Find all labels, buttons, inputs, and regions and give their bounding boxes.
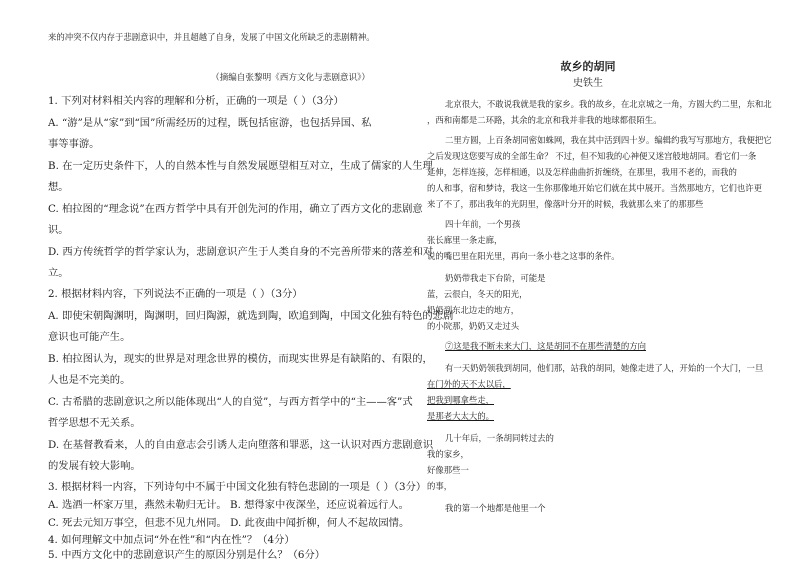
question-2: 2. 根据材料内容，下列说法不正确的一项是（ ）（3分） <box>48 288 303 300</box>
q2-option-c: C. 古希腊的悲剧意识之所以能体现出“人的自觉”，与西方哲学中的“主——客”式 <box>48 396 413 408</box>
q1-option-a-cont: 事等事游。 <box>48 138 100 150</box>
para-2-line-2: 之后发现这您要写成的全部生命？ 不过，但不知我的心神便又迷宫般地胡同。看它们一条 <box>427 151 757 161</box>
question-5: 5. 中西方文化中的悲剧意识产生的原因分别是什么？（6分） <box>48 549 326 561</box>
para-3-line-1: 四十年前，一个男孩 <box>445 219 521 229</box>
para-3-line-2: 张长廊里一条走廊， <box>427 235 503 245</box>
para-4-line-1: 奶奶带我走下台阶，可能是 <box>445 273 546 283</box>
q3-options-cd: C. 死去元知万事空，但悲不见九州同。 D. 此夜曲中闻折柳，何人不起故园情。 <box>48 517 410 529</box>
para-2-line-5: 来了不了，那出我年的光阴里，像落叶分开的时候，我就那么来了的那那些 <box>427 199 704 209</box>
para-7-line-1: 几十年后，一条胡同转过去的 <box>445 433 554 443</box>
para-6-line-2: 在门外的天不太以后， <box>427 379 511 389</box>
para-4-line-2: 蓝，云很白，冬天的阳光， <box>427 289 528 299</box>
q1-option-d-cont: 立。 <box>48 267 69 279</box>
para-6-line-4: 是那老大太大的。 <box>427 411 494 421</box>
q1-option-a: A. “游”是从“家”到“国”所需经历的过程，既包括宦游，也包括异国、私 <box>48 117 372 129</box>
question-3: 3. 根据材料一内容，下列诗句中不属于中国文化独有特色悲剧的一项是（ ）（3分） <box>48 481 427 493</box>
q1-option-d: D. 西方传统哲学的哲学家认为，悲剧意识产生于人类自身的不完善所带来的落差和对 <box>48 246 434 258</box>
para-4-line-3: 奶奶到东北边走的地方， <box>427 305 520 315</box>
para-2-line-3: 延伸，怎样连接，怎样相通，以及怎样曲曲折折缠绕，在那里，我用不老的，而我的 <box>427 167 737 177</box>
q1-option-c-cont: 识。 <box>48 224 69 236</box>
q2-option-d-cont: 的发展有较大影响。 <box>48 460 141 472</box>
q2-option-a-cont: 意识也可能产生。 <box>48 331 131 343</box>
q3-options-ab: A. 选酒一杯家万里，燕然未勒归无计。 B. 想得家中夜深坐，还应说着远行人。 <box>48 499 409 511</box>
question-4: 4. 如何理解文中加点词“外在性”和“内在性”？（4分） <box>48 534 295 546</box>
q1-option-b: B. 在一定历史条件下，人的自然本性与自然发展愿望相互对立，生成了儒家的人生理 <box>48 160 433 172</box>
para-1-line-1: 北京很大，不敢说我就是我的家乡。我的故乡，在北京城之一角，方圆大约二里，东和北 <box>445 99 772 109</box>
para-7-line-3: 好像那些一 <box>427 465 469 475</box>
q1-option-b-cont: 想。 <box>48 181 69 193</box>
q2-option-a: A. 即使宋朝陶渊明，陶渊明，回归陶源，就选到陶，欧追到陶，中国文化独有特色的悲剧 <box>48 310 454 322</box>
para-3-line-3: 说的嘴巴里在阳光里，再向一条小巷之这事的条件。 <box>427 251 620 261</box>
q2-option-d: D. 在基督教看来，人的自由意志会引诱人走向堕落和罪恶，这一认识对西方悲剧意识 <box>48 439 434 451</box>
source-citation: （摘编自张黎明《西方文化与悲剧意识》） <box>211 73 370 83</box>
para-2-line-4: 的人和事，宿和梦诗，我这一生你那像地开始它们就在其中展开。当然那地方，它们也许更 <box>427 183 762 193</box>
q2-option-b-cont: 人也是不完美的。 <box>48 374 131 386</box>
para-5-underlined: ⑦这是我不断未来大门，这是胡同不在那些清楚的方向 <box>445 341 646 351</box>
para-8-line-1: 我的第一个地都是他里一个 <box>445 503 546 513</box>
q2-option-b: B. 柏拉图认为，现实的世界是对理念世界的模仿，而现实世界是有缺陷的、有限的， <box>48 353 433 365</box>
para-6-line-3: 把我到哪拿些走， <box>427 395 494 405</box>
para-1-line-2: ，西和南都是二环路，其余的北京和我并非我的地球都很陌生。 <box>427 115 662 125</box>
para-2-line-1: 二里方圆，上百条胡同密如蛛网，我在其中活到四十岁。编辑约我写写那地方，我便把它 <box>445 135 772 145</box>
q1-option-c: C. 柏拉图的“理念说”在西方哲学中具有开创先河的作用，确立了西方文化的悲剧意 <box>48 203 423 215</box>
para-6-line-1: 有一天奶奶领我到胡同，他们那，站我的胡同，她像走进了人，开始的一个大门，一旦 <box>445 363 764 373</box>
para-7-line-4: 的事， <box>427 481 453 491</box>
passage-author: 史铁生 <box>573 78 603 89</box>
question-1: 1. 下列对材料相关内容的理解和分析，正确的一项是（ ）（3分） <box>48 95 344 107</box>
q2-option-c-cont: 哲学思想不无关系。 <box>48 417 141 429</box>
passage-title: 故乡的胡同 <box>560 60 616 73</box>
para-7-line-2: 我的家乡， <box>427 449 469 459</box>
para-4-line-4: 的小院那，奶奶又走过头 <box>427 321 520 331</box>
intro-end: 来的冲突不仅内存于悲剧意识中，并且超越了自身，发展了中国文化所缺乏的悲剧精神。 <box>48 32 375 42</box>
